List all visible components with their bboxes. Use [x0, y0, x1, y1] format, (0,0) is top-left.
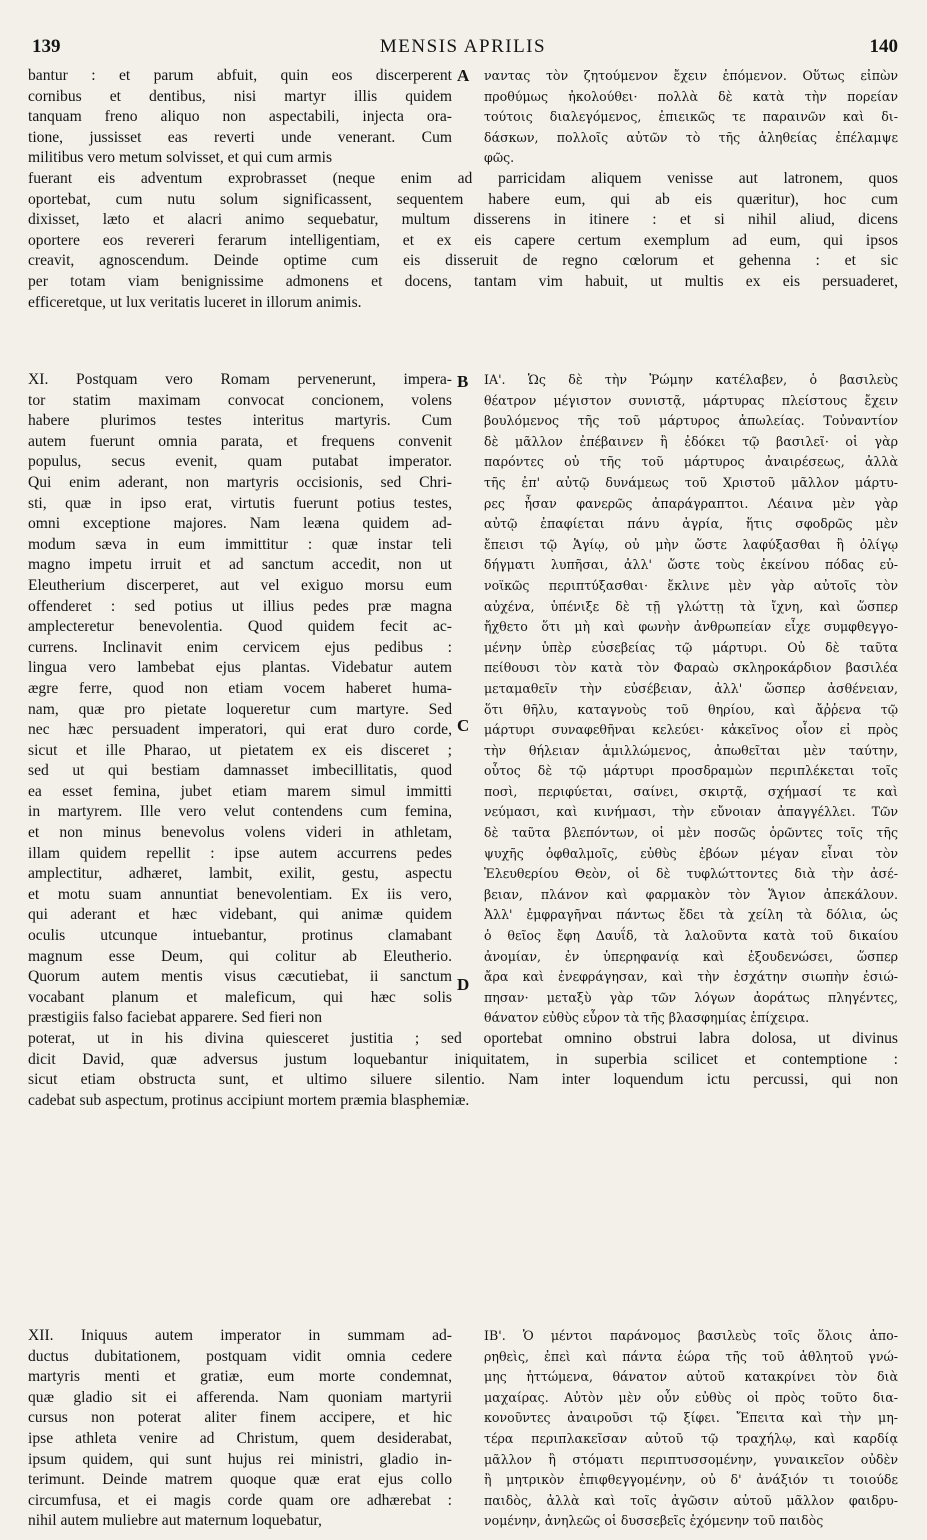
running-title: MENSIS APRILIS [379, 36, 547, 57]
text-line: πησαν· μεταξὺ γὰρ τῶν λόγων ἀοράτως πληγέντες, [484, 989, 898, 1005]
text-line: præstigiis falso faciebat apparere. Sed fieri non [28, 1009, 323, 1027]
latin-full-width [28, 1029, 898, 1111]
text-line: ipsum quidem, qui sunt hujus rei ministri, gladio in- [28, 1450, 452, 1468]
text-line: illam quidem repellit : ipse autem accurrens pedes [28, 844, 452, 862]
text-line: oculis utcunque intuebantur, protinus clamabant [28, 927, 452, 945]
text-line: habere plurimos testes interitus martyris. Cum [28, 412, 452, 430]
text-line: dixisset, læto et alacri animo sequebatur, multum disserens in itinere : et si nihil aliud, dicens [28, 211, 898, 229]
text-line: tor statim maximam convocat concionem, volens [28, 391, 452, 409]
text-line: tanquam freno aliquo non aspectabili, injecta ora- [28, 108, 452, 126]
text-line: per totam viam benignissime admonens et docens, tantam vim habuit, ut multis ex eis persuaderet, [28, 272, 898, 290]
text-line: autem fuerunt omnia parata, et frequens convenit [28, 432, 452, 450]
text-line: μᾶλλον ἢ στόματι περιπτυσσομένην, γυναικεῖον οὐδὲν [484, 1451, 898, 1467]
text-line: θάνατον εὐθὺς εὗρον τὰ τῆς βλασφημίας ἐπίχειρα. [484, 1010, 810, 1026]
text-line: δὲ ταῦτα βλεπόντων, οἱ μὲν ποσῶς ὁρῶντες τοῖς τῆς [484, 825, 898, 841]
text-line: νεύμασι, καὶ κινήμασι, τὴν εὔνοιαν ἀπαγγέλλει. Τῶν [484, 804, 898, 820]
text-line: οὗτος δὲ τῷ μάρτυρι προσδραμὼν περιπλέκεται τοῖς [484, 763, 898, 779]
text-line: Ἐλευθερίου Θεὸν, οἱ δὲ τυφλώττοντες διὰ τὴν ἀσέ- [484, 866, 898, 882]
text-line: βειαν, πλάνον καὶ φαρμακὸν τὸν Ἅγιον ἀπεκάλουν. [484, 886, 898, 902]
text-line: omni exceptione majores. Nam leæna quidem ad- [28, 515, 452, 533]
text-line: μεταμαθεῖν τὴν εὐσέβειαν, ἀλλ' ὥσπερ ἀσθένειαν, [484, 680, 898, 696]
text-line: ἀνομίαν, ἐν ὑπερηφανίᾳ καὶ ἐξουδενώσει, ὥσπερ [484, 948, 898, 964]
text-line: νοϊκῶς περιπτύξασθαι· ἔκλινε μὲν γὰρ αὐτοῖς τὸν [484, 577, 898, 593]
text-line: cursus non poterat aliter finem accipere, et hic [28, 1409, 452, 1427]
text-line: ΙΑ'. Ὡς δὲ τὴν Ῥώμην κατέλαβεν, ὁ βασιλεὺς [484, 372, 898, 387]
text-line: Quorum autem mentis visus cæcutiebat, ii sanctum [28, 968, 452, 986]
text-line: θέατρον μέγιστον συνιστᾷ, μάρτυρας πλείστους ἔχειν [484, 392, 898, 408]
text-line: ἤχθετο ὅτι μὴ καὶ φωνὴν ἀνθρωπείαν εἶχε συμφθεγγο- [484, 619, 898, 635]
text-line: creavit, agnoscendum. Deinde optime cum eis disseruit de regno cœlorum et gehenna : et sic [28, 252, 898, 270]
text-line: sicut et ille Pharao, ut pietatem ex eis disceret ; [28, 741, 452, 759]
margin-marker-d: D [457, 975, 470, 994]
text-line: nec hæc persuadent imperatori, qui erat duro corde, [28, 721, 452, 739]
text-line: oportebat, cum nutu solum significassent, sequentem habere eum, qui ab eis quæritur), hoc cum [28, 190, 898, 208]
text-line: νομένην, ἀνηλεῶς οἱ δυσσεβεῖς ἐχόμενην τοῦ παιδὸς [484, 1513, 824, 1529]
text-line: ὅτι θῆλυ, καταγνοὺς τοῦ θηρίου, καὶ ἄῤῥενα τῷ [484, 701, 898, 717]
text-line: XI. Postquam vero Romam pervenerunt, impera- [28, 371, 452, 388]
text-line: et motu suam annuntiat benevolentiam. Ex iis vero, [28, 885, 452, 903]
latin-column [28, 1326, 456, 1532]
margin-markers [456, 1326, 476, 1532]
text-line: παιδὸς, ἀλλὰ καὶ τοῖς ἀγῶσιν αὐτοῦ μᾶλλον φαιδρυ- [484, 1492, 898, 1508]
page-number-right: 140 [869, 36, 898, 57]
margin-marker-b: B [457, 372, 469, 391]
text-line: terimunt. Deinde matrem quoque quæ erat ejus collo [28, 1471, 452, 1489]
text-line: ὁ θεῖος ἔφη Δαυΐδ, τὰ λαλοῦντα κατὰ τοῦ δικαίου [484, 928, 898, 944]
text-line: ψυχῆς ὀφθαλμοῖς, εὐθὺς ἐβόων μέγαν εἶναι τὸν [484, 845, 898, 861]
text-line: ναντας τὸν ζητούμενον ἔχειν ἑπόμενον. Οὕτως εἰπὼν [484, 68, 898, 83]
text-line: ægre ferre, quod non etiam vocem haberet huma- [28, 679, 452, 697]
text-line: sti, quæ in ipso erat, virtutis fuerunt potius testes, [28, 494, 452, 512]
text-line: martyris menti et gratiæ, eum morte condemnat, [28, 1368, 452, 1386]
text-line: et non minus benevolus volens videri in athletam, [28, 824, 452, 842]
text-line: κονοῦντες ἀναιροῦσι τῷ ξίφει. Ἔπειτα καὶ τὴν μη- [484, 1410, 898, 1426]
text-line: militibus vero metum solvisset, et qui cum armis [28, 149, 333, 167]
latin-column [28, 370, 456, 1029]
greek-column [476, 370, 898, 1029]
text-line: ea esset femina, jubet etiam marem simul immitti [28, 782, 452, 800]
text-line: βουλόμενος τῆς τοῦ μάρτυρος ἀπωλείας. Τοὐναντίον [484, 413, 898, 429]
text-line: ΙΒ'. Ὁ μέντοι παράνομος βασιλεὺς τοῖς ὅλοις ἀπο- [484, 1328, 898, 1343]
text-line: fuerant eis adventum exprobrasset (neque enim ad parricidam aliquem venisse aut latronem, quos [28, 169, 898, 187]
text-line: Qui enim aderant, non martyris occisionis, sed Chri- [28, 473, 452, 491]
text-line: ρες ἦσαν φανερῶς ἀπαράγραπτοι. Λέαινα μὲν γὰρ [484, 495, 898, 511]
text-line: τούτοις διαλεγόμενος, ἐπιεικῶς τε παραινῶν καὶ δι- [484, 109, 898, 125]
text-line: αὐτῷ ἐπαφίεται πάνυ ἀγρία, ἥτις σφοδρῶς μὲν [484, 516, 898, 532]
text-line: populus, secus evenit, quam putabat imperator. [28, 453, 452, 471]
greek-column [476, 66, 898, 169]
margin-marker-a: A [457, 66, 470, 85]
text-line: vocabant planum et maleficum, qui hæc solis [28, 988, 452, 1006]
text-line: πείθουσι τὸν κατὰ τὸν Φαραὼ σκληροκάρδιον βασιλέα [484, 660, 898, 676]
text-line: παρόντες οὐ τῆς τοῦ μάρτυρος ἀναιρέσεως, ἀλλὰ [484, 454, 898, 470]
section-2 [28, 370, 898, 1111]
section-1 [28, 66, 898, 313]
text-line: ipse athleta venire ad Christum, quem desiderabat, [28, 1429, 452, 1447]
margin-markers [456, 66, 476, 169]
text-line: magnum esse Deum, qui colitur ab Eleutherio. [28, 947, 452, 965]
text-line: sed ut qui bestiam damnasset imbecillitatis, quod [28, 762, 452, 780]
text-line: in martyrem. Ille vero velut contendens cum femina, [28, 803, 452, 821]
text-line: Ἀλλ' ἐμφραγῆναι πάντως ἔδει τὰ χείλη τὰ δόλια, ὡς [484, 907, 898, 923]
text-line: oportere eos revereri ferarum intelligentiam, et ex eis capere certum exemplum ad eum, qui ipsos [28, 231, 898, 249]
text-line: τὴν θήλειαν ἁμιλλώμενος, ἀπωθεῖται μὲν ταύτην, [484, 742, 898, 758]
text-line: quæ gladio sit ei afferenda. Nam quoniam martyrii [28, 1388, 452, 1406]
text-line: ἔπεισι τῷ Ἁγίῳ, οὐ μὴν ὥστε λαφύξασθαι ἢ ὀλίγῳ [484, 536, 898, 552]
text-line: δὲ μᾶλλον ἐπέβαινεν ἢ ἐδόκει τῷ βασιλεῖ· οἱ γὰρ [484, 433, 898, 449]
page-number-left: 139 [32, 36, 61, 57]
text-line: tione, jussisset eas reverti unde venerant. Cum [28, 128, 452, 146]
text-line: μάρτυρι συναφεθῆναι κελεύει· κἀκεῖνος οἷον εἰ πρὸς [484, 722, 898, 738]
text-line: δάσκων, πολλοῖς αὐτῶν τὸ τῆς ἀληθείας ἐπέλαμψε [484, 129, 898, 145]
text-line: μης ἡττώμενα, θάνατον αὐτοῦ κατακρίνει τὸν διὰ [484, 1369, 898, 1385]
text-line: dicit David, quæ adversus justum loquebantur iniquitatem, in superbia scilicet et contemptione : [28, 1050, 898, 1068]
text-line: sicut etiam obstructa sunt, et ultimo siluere silentio. Nam inter loquendum ictu percussi, qui non [28, 1071, 898, 1089]
text-line: nihil autem muliebre aut maternum loquebatur, [28, 1512, 322, 1530]
margin-markers [456, 370, 476, 1029]
margin-marker-c: C [457, 716, 470, 735]
latin-column [28, 66, 456, 169]
text-line: ἢ μητρικὸν ἐπιφθεγγομένην, οὐ δ' ἀνάξιόν τι τοιούδε [484, 1472, 898, 1488]
text-line: currens. Inclinavit enim cervicem ejus pedibus : [28, 638, 452, 656]
text-line: modum sæva in eum immittitur : quæ instar teli [28, 535, 452, 553]
text-line: τέρα περιπλακεῖσαν αὐτοῦ τῷ τραχήλῳ, καὶ καρδίᾳ [484, 1430, 898, 1446]
text-line: μαχαίρας. Αὐτὸν μὲν οὖν εὐθὺς οἱ πρὸς τοῦτο δια- [484, 1389, 898, 1405]
text-line: cornibus et dentibus, nisi martyr illis quidem [28, 87, 452, 105]
text-line: magno impetu irruit et ad sanctum accedit, non ut [28, 556, 452, 574]
text-line: circumfusa, et ei magis corde quam ore adhærebat : [28, 1491, 452, 1509]
text-line: ποσὶ, περιφύεται, σαίνει, σκιρτᾷ, σχήμασί τε καὶ [484, 783, 898, 799]
text-line: lingua vero lambebat ejus plantas. Videbatur autem [28, 659, 452, 677]
latin-full-width [28, 169, 898, 313]
text-line: δήγματι λυπῆσαι, ἀλλ' ὥστε τοὺς ἐκείνου πόδας εὐ- [484, 557, 898, 573]
text-line: nam, quæ pro pietate loqueretur cum martyre. Sed [28, 700, 452, 718]
text-line: φῶς. [484, 150, 515, 166]
section-3 [28, 1326, 898, 1532]
text-line: qui aderant et hæc videbant, qui animæ quidem [28, 906, 452, 924]
text-line: ρηθεὶς, ἐπεὶ καὶ πάντα ἑώρα τῆς τοῦ ἀθλητοῦ γνώ- [484, 1348, 898, 1364]
text-line: Eleutherium discerperet, aut vel exiguo morsu eum [28, 576, 452, 594]
text-line: XII. Iniquus autem imperator in summam ad- [28, 1327, 452, 1344]
text-line: αὐχένα, ὑπένιξε δὲ τῇ γλώττῃ τὰ ἴχνη, καὶ ὥσπερ [484, 598, 898, 614]
text-line: amplecteretur benevolentia. Quod quidem fecit ac- [28, 618, 452, 636]
text-line: offenderet : sed potius ut illius pedes præ magna [28, 597, 452, 615]
greek-column [476, 1326, 898, 1532]
text-line: τῆς ἐπ' αὐτῷ δυνάμεως τοῦ Χριστοῦ μᾶλλον μάρτυ- [484, 474, 898, 490]
text-line: efficeretque, ut lux veritatis luceret in illorum animis. [28, 293, 362, 311]
text-line: cadebat sub aspectum, protinus accipiunt mortem præmia blasphemiæ. [28, 1091, 470, 1109]
text-line: προθύμως ἠκολούθει· πολλὰ δὲ κατὰ τὴν πορείαν [484, 88, 898, 104]
text-line: bantur : et parum abfuit, quin eos discerperent [28, 67, 452, 84]
text-line: μένην ὑπὲρ εὐσεβείας τῷ μάρτυρι. Οὐ δὲ ταῦτα [484, 639, 898, 655]
text-line: poterat, ut in his divina quiesceret justitia ; sed oportebat omnino obstrui labra dolosa, ut divinus [28, 1030, 898, 1047]
page-header [28, 36, 898, 62]
text-line: amplectitur, adhæret, lambit, exilit, gestu, aspectu [28, 865, 452, 883]
text-line: ductus dubitationem, postquam vidit omnia cedere [28, 1347, 452, 1365]
text-line: ἄρα καὶ ἐνεφράγησαν, καὶ τὴν ἐσχάτην σιωπὴν ἐσιώ- [484, 969, 898, 985]
